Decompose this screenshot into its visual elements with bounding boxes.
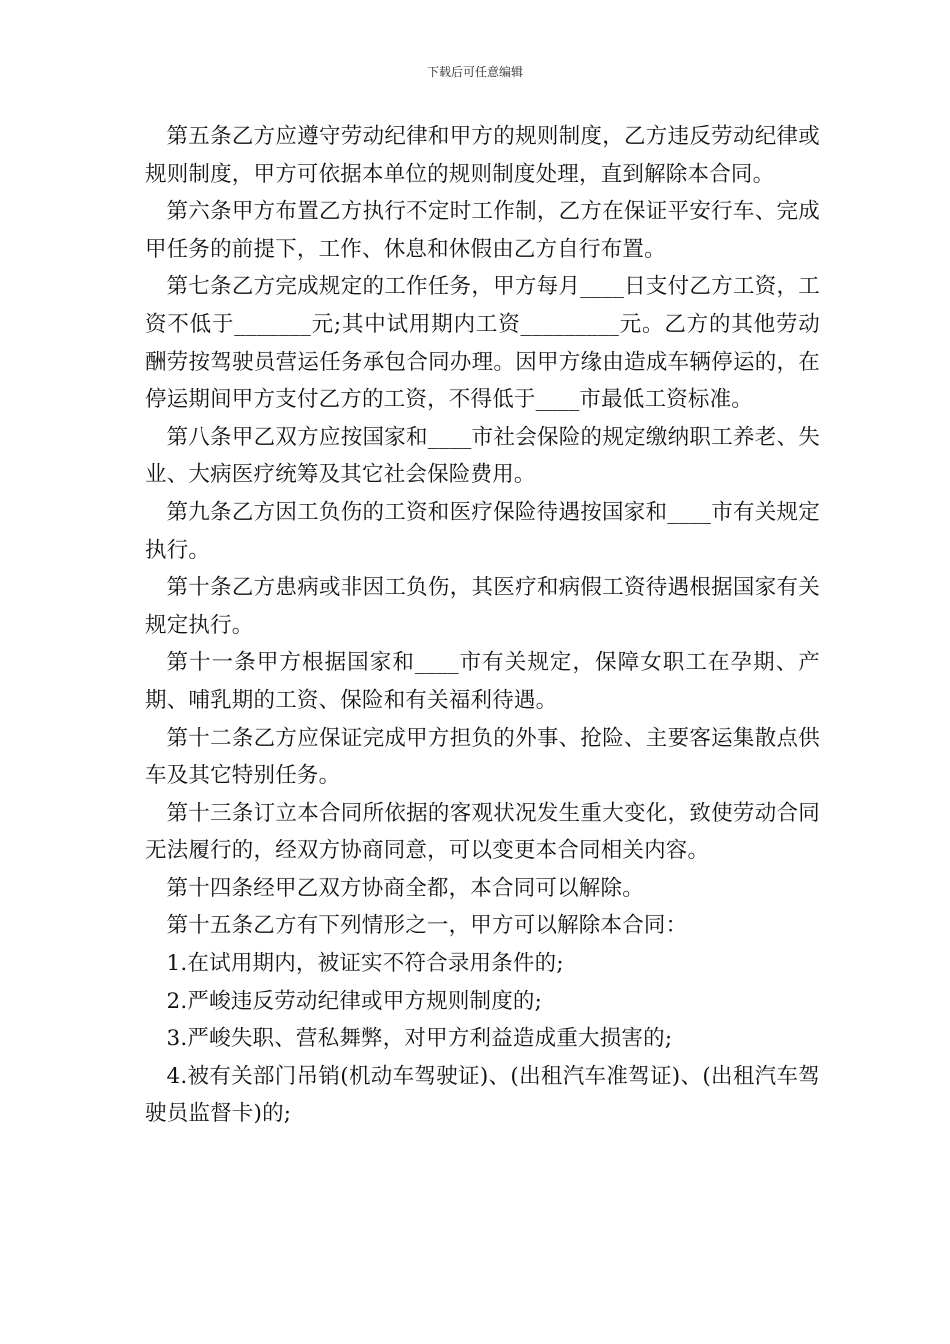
article-5: 第五条乙方应遵守劳动纪律和甲方的规则制度，乙方违反劳动纪律或规则制度，甲方可依据本单位的规则制度处理，直到解除本合同。 <box>145 124 820 187</box>
article-10: 第十条乙方患病或非因工负伤，其医疗和病假工资待遇根据国家有关规定执行。 <box>145 575 820 638</box>
article-7: 第七条乙方完成规定的工作任务，甲方每月____日支付乙方工资，工资不低于_______元;其中试用期内工资_________元。乙方的其他劳动酬劳按驾驶员营运任务承包合同办理。因甲方缘由造成车辆停运的，在停运期间甲方支付乙方的工资，不得低于____市最低工资标准。 <box>145 274 820 413</box>
article-12: 第十二条乙方应保证完成甲方担负的外事、抢险、主要客运集散点供车及其它特别任务。 <box>145 725 820 789</box>
article-11: 第十一条甲方根据国家和____市有关规定，保障女职工在孕期、产期、哺乳期的工资、保险和有关福利待遇。 <box>145 650 820 713</box>
document-body <box>145 118 820 1133</box>
article-15-item-3: 3.严峻失职、营私舞弊，对甲方利益造成重大损害的; <box>166 1026 673 1052</box>
article-15-item-4: 4.被有关部门吊销(机动车驾驶证)、(出租汽车准驾证)、(出租汽车驾驶员监督卡)的; <box>145 1063 820 1127</box>
article-8: 第八条甲乙双方应按国家和____市社会保险的规定缴纳职工养老、失业、大病医疗统筹及其它社会保险费用。 <box>145 424 820 488</box>
article-6: 第六条甲方布置乙方执行不定时工作制，乙方在保证平安行车、完成甲任务的前提下，工作、休息和休假由乙方自行布置。 <box>145 199 820 262</box>
article-14: 第十四条经甲乙双方协商全都，本合同可以解除。 <box>166 875 644 901</box>
article-15: 第十五条乙方有下列情形之一，甲方可以解除本合同： <box>166 913 688 939</box>
article-15-item-2: 2.严峻违反劳动纪律或甲方规则制度的; <box>166 988 543 1014</box>
article-15-item-1: 1.在试用期内，被证实不符合录用条件的; <box>166 951 564 977</box>
article-13: 第十三条订立本合同所依据的客观状况发生重大变化，致使劳动合同无法履行的，经双方协商同意，可以变更本合同相关内容。 <box>145 800 820 864</box>
page-header: 下载后可任意编辑 <box>426 65 523 79</box>
article-9: 第九条乙方因工负伤的工资和医疗保险待遇按国家和____市有关规定执行。 <box>145 499 820 563</box>
